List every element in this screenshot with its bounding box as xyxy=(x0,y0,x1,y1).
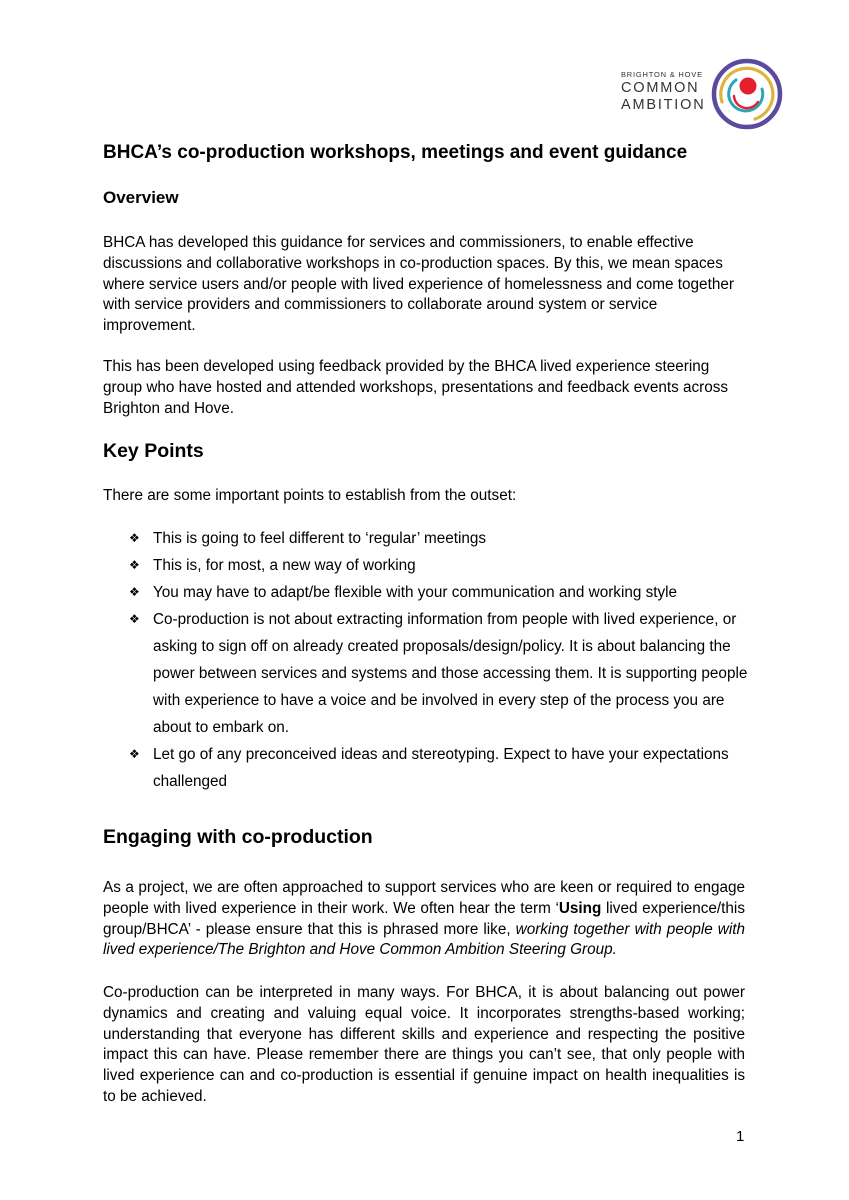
list-item-text: This is, for most, a new way of working xyxy=(153,557,416,574)
list-item xyxy=(103,606,753,741)
diamond-bullet-icon: ❖ xyxy=(129,585,140,599)
list-item-text: You may have to adapt/be flexible with your communication and working style xyxy=(153,584,678,601)
page-number: 1 xyxy=(736,1128,745,1145)
engaging-p1-text-b: lived experience/this group/BHCA’ - please ensure that this is phrased more like, xyxy=(103,899,745,938)
engaging-p1-bold-using: Using xyxy=(558,899,602,917)
list-item-text: This is going to feel different to ‘regular’ meetings xyxy=(153,530,487,547)
bhca-logo xyxy=(615,56,787,132)
diamond-bullet-icon: ❖ xyxy=(129,558,140,572)
list-item xyxy=(103,579,753,606)
logo-rings-icon xyxy=(708,56,786,132)
engaging-paragraph-1 xyxy=(103,878,745,961)
logo-wordmark xyxy=(621,70,717,114)
list-item xyxy=(103,741,753,795)
logo-line-ambition: AMBITION xyxy=(621,97,706,113)
overview-paragraph-1: BHCA has developed this guidance for services and commissioners, to enable effective discussions and collaborative workshops in co-production spaces. By this, we mean spaces where service users and/or people with lived experience of homelessness and come together with service providers and commissioners to collaborate around system or service improvement. xyxy=(103,234,734,335)
logo-line-brighton-hove: BRIGHTON & HOVE xyxy=(621,70,703,79)
key-points-list xyxy=(103,525,753,795)
engaging-p1-italic: working together with people with lived experience/The Brighton and Hove Common Ambition Steering Group. xyxy=(103,920,745,959)
engaging-heading: Engaging with co-production xyxy=(103,826,373,848)
diamond-bullet-icon: ❖ xyxy=(129,747,140,761)
logo-line-common: COMMON xyxy=(621,80,700,96)
overview-heading: Overview xyxy=(103,188,179,207)
document-title: BHCA’s co-production workshops, meetings and event guidance xyxy=(103,142,688,163)
overview-paragraph-2: This has been developed using feedback provided by the BHCA lived experience steering group who have hosted and attended workshops, presentations and feedback events across Brighton and Hove. xyxy=(103,358,729,417)
list-item xyxy=(103,552,753,579)
engaging-p1-text-a: As a project, we are often approached to support services who are keen or required to engage people with lived experience in their work. We often hear the term ‘ xyxy=(103,879,745,917)
list-item-text: Let go of any preconceived ideas and stereotyping. Expect to have your expectations challenged xyxy=(153,746,729,790)
key-points-heading: Key Points xyxy=(103,440,204,462)
list-item-text: Co-production is not about extracting information from people with lived experience, or asking to sign off on already created proposals/design/policy. It is about balancing the power between services and systems and those accessing them. It is supporting people with experience to have a voice and be involved in every step of the process you are about to embark on. xyxy=(153,611,748,736)
diamond-bullet-icon: ❖ xyxy=(129,612,140,626)
diamond-bullet-icon: ❖ xyxy=(129,531,140,545)
key-points-intro: There are some important points to establish from the outset: xyxy=(103,487,517,504)
engaging-paragraph-2: Co-production can be interpreted in many ways. For BHCA, it is about balancing out power dynamics and creating and valuing equal voice. It incorporates strengths-based working; understanding that everyone has different skills and experience and respecting the positive impact this can have. Please remember there are things you can’t see, that only people with lived experience can and co-production is essential if genuine impact on health inequalities is to be achieved. xyxy=(103,984,745,1105)
list-item xyxy=(103,525,753,552)
